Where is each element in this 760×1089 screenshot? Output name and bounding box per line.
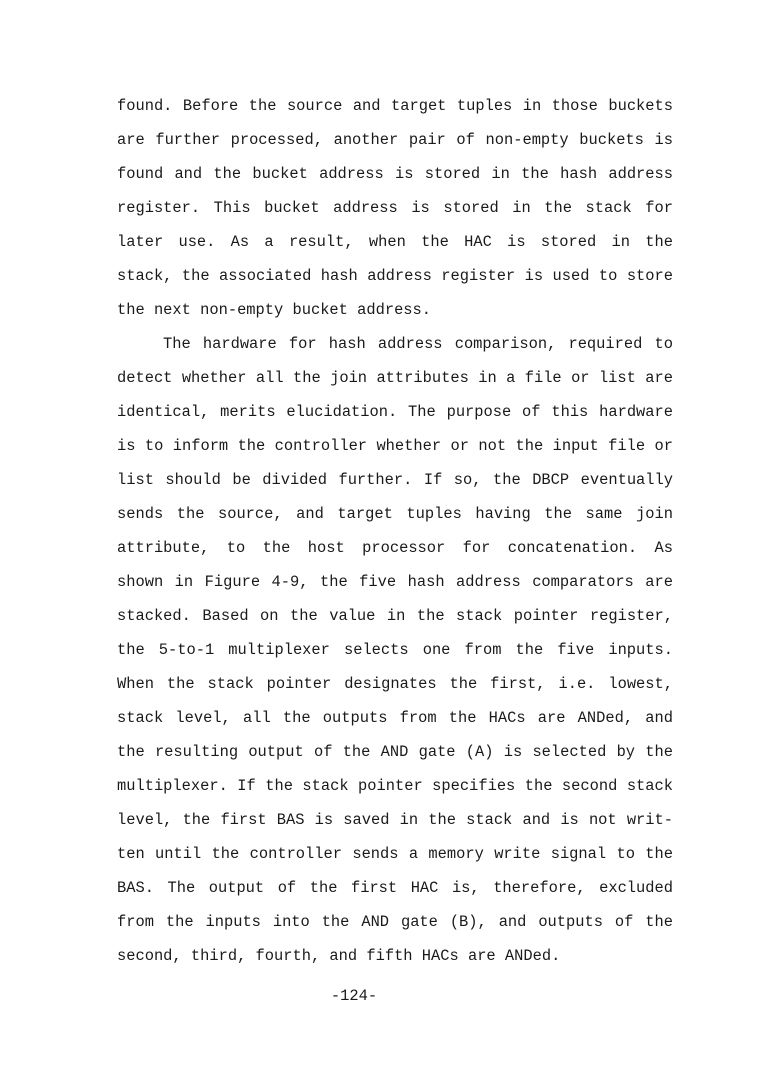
page-number-text: -124- — [330, 987, 378, 1005]
text-line: The hardware for hash address comparison, required to — [163, 335, 673, 353]
text-line: is to inform the controller whether or not the input file or — [117, 437, 673, 455]
text-line: later use. As a result, when the HAC is stored in the — [117, 233, 673, 251]
text-line: the resulting output of the AND gate (A) is selected by the — [117, 743, 673, 761]
text-line: stacked. Based on the value in the stack pointer register, — [117, 607, 673, 625]
text-line: When the stack pointer designates the first, i.e. lowest, — [117, 675, 673, 693]
text-line: found. Before the source and target tuples in those buckets — [117, 97, 673, 115]
text-line: the 5-to-1 multiplexer selects one from the five inputs. — [117, 641, 673, 659]
text-line: list should be divided further. If so, the DBCP eventually — [117, 471, 673, 489]
text-line: shown in Figure 4-9, the five hash address comparators are — [117, 573, 673, 591]
text-line: stack level, all the outputs from the HACs are ANDed, and — [117, 709, 673, 727]
text-line: register. This bucket address is stored in the stack for — [117, 199, 673, 217]
text-line: from the inputs into the AND gate (B), and outputs of the — [117, 913, 673, 931]
text-line: level, the first BAS is saved in the stack and is not writ- — [117, 811, 673, 829]
text-line: are further processed, another pair of non-empty buckets is — [117, 131, 673, 149]
text-line: ten until the controller sends a memory write signal to the — [117, 845, 673, 863]
text-line: detect whether all the join attributes in a file or list are — [117, 369, 673, 387]
text-line: BAS. The output of the first HAC is, therefore, excluded — [117, 879, 673, 897]
text-line: attribute, to the host processor for concatenation. As — [117, 539, 673, 557]
text-line: found and the bucket address is stored in the hash address — [117, 165, 673, 183]
text-line: stack, the associated hash address register is used to store — [117, 267, 673, 285]
text-line: sends the source, and target tuples having the same join — [117, 505, 673, 523]
page-number — [0, 986, 760, 1006]
text-line: the next non-empty bucket address. — [117, 301, 432, 319]
text-line: second, third, fourth, and fifth HACs are ANDed. — [117, 947, 561, 965]
text-line: identical, merits elucidation. The purpose of this hardware — [117, 403, 673, 421]
text-line: multiplexer. If the stack pointer specifies the second stack — [117, 777, 673, 795]
